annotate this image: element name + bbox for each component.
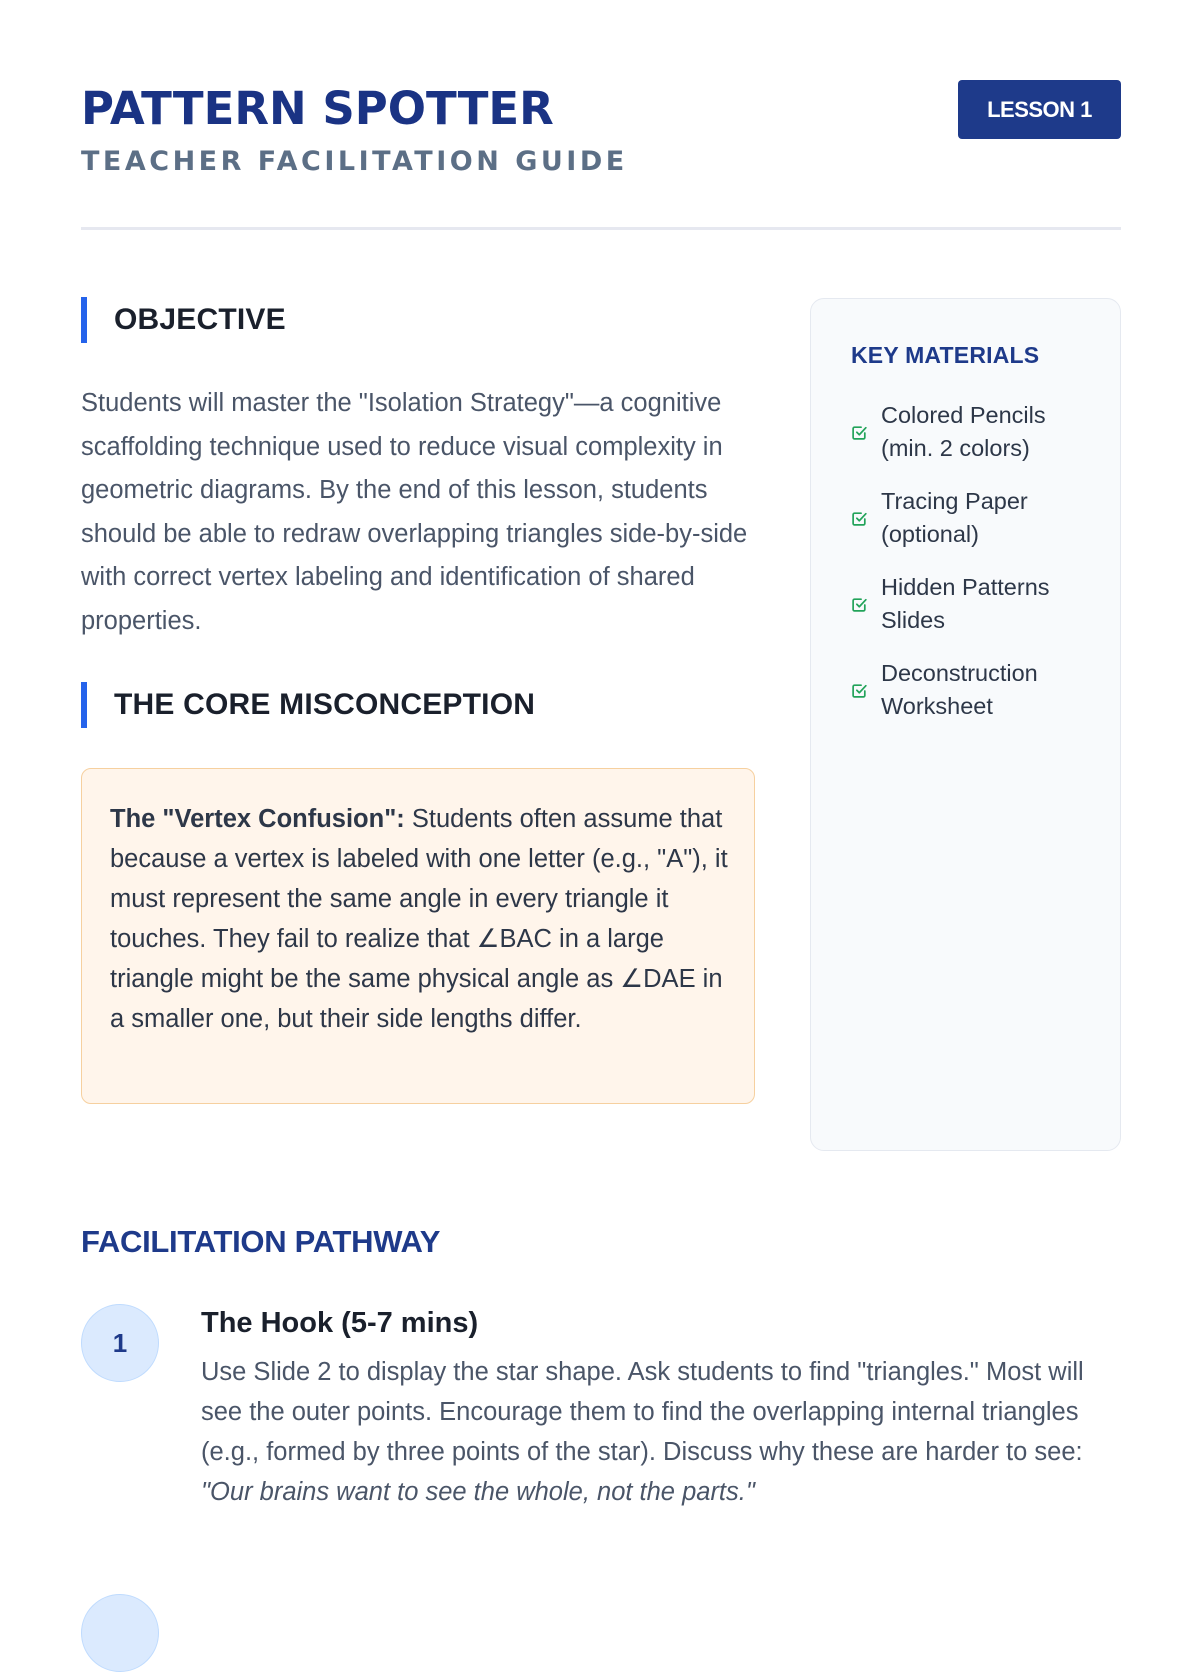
pathway-heading: FACILITATION PATHWAY [81,1224,441,1259]
page-title: PATTERN SPOTTER [81,82,554,135]
step-number-badge: 1 [81,1304,159,1382]
key-materials-panel [810,298,1121,1151]
page-subtitle: TEACHER FACILITATION GUIDE [81,146,628,177]
step-body [201,1303,1121,1512]
header-divider [81,227,1121,230]
material-label: Tracing Paper (optional) [881,488,1028,547]
material-label: Deconstruction Worksheet [881,660,1038,719]
objective-heading: OBJECTIVE [81,297,755,343]
list-item [851,657,1100,723]
check-square-icon [851,424,868,441]
step-text [201,1352,1121,1512]
material-label: Hidden Patterns Slides [881,574,1050,633]
list-item [851,571,1100,637]
material-label: Colored Pencils (min. 2 colors) [881,402,1046,461]
step-description: Use Slide 2 to display the star shape. Ask students to find "triangles." Most will see the outer points. Encourage them to find the overlapping internal triangles (e.g., formed by three points of the star). Discuss why these are harder to see: [201,1358,1084,1466]
check-square-icon [851,682,868,699]
main-column [81,297,755,1104]
check-square-icon [851,596,868,613]
objective-text: Students will master the "Isolation Strategy"—a cognitive scaffolding technique used to reduce visual complexity in geometric diagrams. By the end of this lesson, students should be able to redraw overlapping triangles side-by-side with correct vertex labeling and identification of shared properties. [81,389,748,635]
lesson-badge: LESSON 1 [958,80,1121,139]
list-item [851,485,1100,551]
check-square-icon [851,510,868,527]
step-title: The Hook (5-7 mins) [201,1307,479,1339]
next-step-number-badge [81,1594,159,1672]
misconception-text: Students often assume that because a vertex is labeled with one letter (e.g., "A"), it must represent the same angle in every triangle it touches. They fail to realize that ∠BAC in a large triangle might be the same physical angle as ∠DAE in a smaller one, but their side lengths differ. [110,805,728,1033]
step-quote: "Our brains want to see the whole, not the parts." [201,1478,755,1506]
misconception-lead: The "Vertex Confusion": [110,805,405,833]
guide-page [81,0,1121,1600]
misconception-heading: THE CORE MISCONCEPTION [81,682,755,728]
key-materials-title: KEY MATERIALS [851,342,1040,368]
list-item [851,399,1100,465]
misconception-callout [81,768,755,1104]
materials-list [851,399,1100,723]
page-header [81,80,1121,230]
